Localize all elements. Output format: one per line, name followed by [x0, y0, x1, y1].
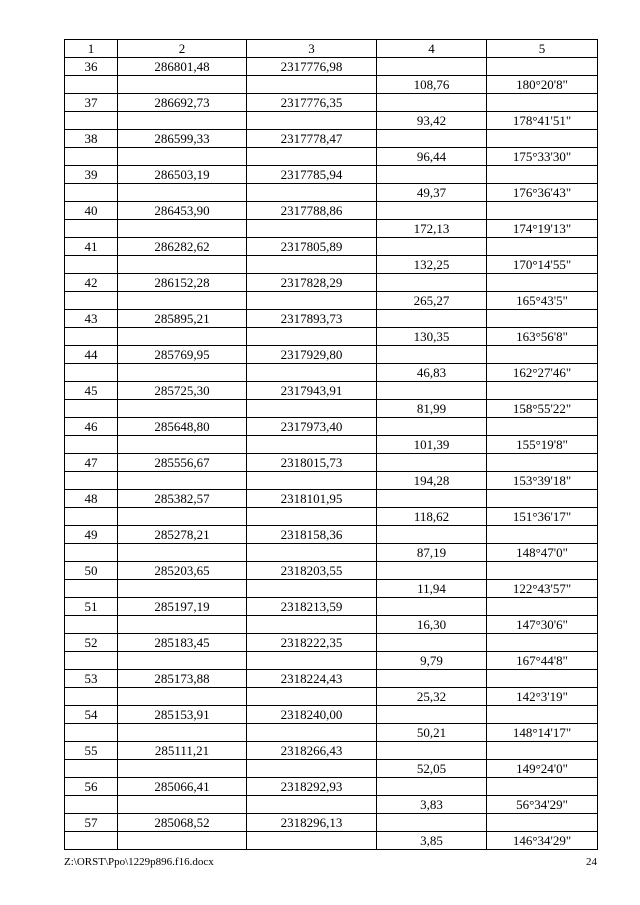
y-coordinate-cell — [247, 652, 377, 670]
angle-cell — [487, 94, 598, 112]
point-number-cell: 51 — [65, 598, 118, 616]
y-coordinate-cell: 2317973,40 — [247, 418, 377, 436]
y-coordinate-cell: 2318240,00 — [247, 706, 377, 724]
angle-cell: 56°34'29" — [487, 796, 598, 814]
y-coordinate-cell — [247, 796, 377, 814]
point-number-cell — [65, 652, 118, 670]
distance-cell — [377, 346, 487, 364]
y-coordinate-cell: 2318292,93 — [247, 778, 377, 796]
angle-cell: 147°30'6" — [487, 616, 598, 634]
table-row — [65, 202, 598, 220]
distance-cell: 9,79 — [377, 652, 487, 670]
distance-cell — [377, 418, 487, 436]
x-coordinate-cell: 286152,28 — [118, 274, 247, 292]
y-coordinate-cell — [247, 544, 377, 562]
table-row — [65, 418, 598, 436]
point-number-cell — [65, 400, 118, 418]
angle-cell — [487, 742, 598, 760]
distance-cell: 265,27 — [377, 292, 487, 310]
x-coordinate-cell: 285197,19 — [118, 598, 247, 616]
y-coordinate-cell — [247, 688, 377, 706]
y-coordinate-cell: 2318203,55 — [247, 562, 377, 580]
table-row — [65, 382, 598, 400]
x-coordinate-cell: 285203,65 — [118, 562, 247, 580]
x-coordinate-cell: 285769,95 — [118, 346, 247, 364]
point-number-cell: 38 — [65, 130, 118, 148]
y-coordinate-cell — [247, 364, 377, 382]
table-row — [65, 760, 598, 778]
x-coordinate-cell — [118, 148, 247, 166]
angle-cell: 167°44'8" — [487, 652, 598, 670]
point-number-cell: 49 — [65, 526, 118, 544]
y-coordinate-cell — [247, 220, 377, 238]
point-number-cell: 48 — [65, 490, 118, 508]
point-number-cell: 39 — [65, 166, 118, 184]
x-coordinate-cell — [118, 616, 247, 634]
angle-cell: 162°27'46" — [487, 364, 598, 382]
angle-cell — [487, 598, 598, 616]
x-coordinate-cell — [118, 796, 247, 814]
table-row — [65, 436, 598, 454]
point-number-cell — [65, 580, 118, 598]
table-row — [65, 58, 598, 76]
distance-cell: 49,37 — [377, 184, 487, 202]
x-coordinate-cell: 286801,48 — [118, 58, 247, 76]
table-row — [65, 130, 598, 148]
angle-cell: 165°43'5" — [487, 292, 598, 310]
table-row — [65, 652, 598, 670]
angle-cell: 151°36'17" — [487, 508, 598, 526]
table-row — [65, 328, 598, 346]
point-number-cell: 56 — [65, 778, 118, 796]
distance-cell: 3,85 — [377, 832, 487, 850]
y-coordinate-cell — [247, 472, 377, 490]
table-row — [65, 526, 598, 544]
y-coordinate-cell — [247, 580, 377, 598]
point-number-cell: 50 — [65, 562, 118, 580]
distance-cell — [377, 814, 487, 832]
table-row — [65, 292, 598, 310]
point-number-cell: 42 — [65, 274, 118, 292]
x-coordinate-cell — [118, 508, 247, 526]
x-coordinate-cell — [118, 292, 247, 310]
point-number-cell: 40 — [65, 202, 118, 220]
distance-cell: 101,39 — [377, 436, 487, 454]
distance-cell — [377, 706, 487, 724]
y-coordinate-cell — [247, 328, 377, 346]
distance-cell — [377, 94, 487, 112]
y-coordinate-cell: 2317893,73 — [247, 310, 377, 328]
distance-cell — [377, 598, 487, 616]
y-coordinate-cell — [247, 760, 377, 778]
angle-cell: 175°33'30" — [487, 148, 598, 166]
point-number-cell — [65, 472, 118, 490]
distance-cell: 11,94 — [377, 580, 487, 598]
y-coordinate-cell: 2318213,59 — [247, 598, 377, 616]
point-number-cell: 57 — [65, 814, 118, 832]
table-row — [65, 472, 598, 490]
table-row — [65, 274, 598, 292]
distance-cell — [377, 454, 487, 472]
distance-cell: 87,19 — [377, 544, 487, 562]
distance-cell: 132,25 — [377, 256, 487, 274]
x-coordinate-cell: 285173,88 — [118, 670, 247, 688]
table-row — [65, 76, 598, 94]
y-coordinate-cell: 2317776,98 — [247, 58, 377, 76]
point-number-cell: 36 — [65, 58, 118, 76]
y-coordinate-cell: 2318015,73 — [247, 454, 377, 472]
angle-cell — [487, 706, 598, 724]
angle-cell: 176°36'43" — [487, 184, 598, 202]
table-row — [65, 778, 598, 796]
angle-cell: 146°34'29" — [487, 832, 598, 850]
x-coordinate-cell — [118, 76, 247, 94]
table-row — [65, 310, 598, 328]
x-coordinate-cell — [118, 112, 247, 130]
y-coordinate-cell: 2317778,47 — [247, 130, 377, 148]
distance-cell — [377, 238, 487, 256]
table-row — [65, 364, 598, 382]
point-number-cell: 52 — [65, 634, 118, 652]
table-row — [65, 238, 598, 256]
angle-cell — [487, 202, 598, 220]
x-coordinate-cell — [118, 400, 247, 418]
y-coordinate-cell — [247, 436, 377, 454]
point-number-cell — [65, 832, 118, 850]
y-coordinate-cell: 2318158,36 — [247, 526, 377, 544]
x-coordinate-cell: 286503,19 — [118, 166, 247, 184]
table-row — [65, 598, 598, 616]
y-coordinate-cell: 2317943,91 — [247, 382, 377, 400]
angle-cell: 158°55'22" — [487, 400, 598, 418]
distance-cell: 118,62 — [377, 508, 487, 526]
angle-cell: 153°39'18" — [487, 472, 598, 490]
point-number-cell: 47 — [65, 454, 118, 472]
x-coordinate-cell: 285111,21 — [118, 742, 247, 760]
table-row — [65, 670, 598, 688]
table-row — [65, 166, 598, 184]
angle-cell — [487, 238, 598, 256]
point-number-cell — [65, 112, 118, 130]
distance-cell: 16,30 — [377, 616, 487, 634]
y-coordinate-cell — [247, 292, 377, 310]
table-row — [65, 706, 598, 724]
x-coordinate-cell: 285068,52 — [118, 814, 247, 832]
point-number-cell — [65, 148, 118, 166]
y-coordinate-cell: 2317788,86 — [247, 202, 377, 220]
y-coordinate-cell — [247, 112, 377, 130]
x-coordinate-cell — [118, 688, 247, 706]
x-coordinate-cell — [118, 724, 247, 742]
point-number-cell: 55 — [65, 742, 118, 760]
y-coordinate-cell: 2318222,35 — [247, 634, 377, 652]
x-coordinate-cell — [118, 436, 247, 454]
x-coordinate-cell: 285648,80 — [118, 418, 247, 436]
x-coordinate-cell: 286282,62 — [118, 238, 247, 256]
x-coordinate-cell — [118, 472, 247, 490]
distance-cell: 172,13 — [377, 220, 487, 238]
x-coordinate-cell — [118, 328, 247, 346]
y-coordinate-cell: 2317785,94 — [247, 166, 377, 184]
angle-cell: 163°56'8" — [487, 328, 598, 346]
angle-cell — [487, 634, 598, 652]
distance-cell — [377, 310, 487, 328]
angle-cell — [487, 778, 598, 796]
angle-cell — [487, 166, 598, 184]
table-row — [65, 742, 598, 760]
distance-cell: 93,42 — [377, 112, 487, 130]
table-row — [65, 724, 598, 742]
distance-cell: 81,99 — [377, 400, 487, 418]
x-coordinate-cell — [118, 760, 247, 778]
distance-cell — [377, 670, 487, 688]
y-coordinate-cell: 2317776,35 — [247, 94, 377, 112]
header-col-2: 2 — [118, 40, 247, 58]
angle-cell: 148°47'0" — [487, 544, 598, 562]
y-coordinate-cell: 2317929,80 — [247, 346, 377, 364]
angle-cell — [487, 526, 598, 544]
distance-cell — [377, 526, 487, 544]
distance-cell: 96,44 — [377, 148, 487, 166]
y-coordinate-cell — [247, 184, 377, 202]
point-number-cell — [65, 760, 118, 778]
point-number-cell — [65, 184, 118, 202]
distance-cell: 194,28 — [377, 472, 487, 490]
x-coordinate-cell: 286453,90 — [118, 202, 247, 220]
table-row — [65, 814, 598, 832]
angle-cell — [487, 490, 598, 508]
distance-cell: 46,83 — [377, 364, 487, 382]
angle-cell: 155°19'8" — [487, 436, 598, 454]
angle-cell: 148°14'17" — [487, 724, 598, 742]
table-row — [65, 796, 598, 814]
distance-cell — [377, 274, 487, 292]
point-number-cell — [65, 76, 118, 94]
angle-cell — [487, 670, 598, 688]
angle-cell — [487, 310, 598, 328]
distance-cell — [377, 130, 487, 148]
x-coordinate-cell: 285066,41 — [118, 778, 247, 796]
table-row — [65, 580, 598, 598]
distance-cell — [377, 742, 487, 760]
table-row — [65, 454, 598, 472]
table-row — [65, 562, 598, 580]
angle-cell — [487, 382, 598, 400]
x-coordinate-cell — [118, 184, 247, 202]
x-coordinate-cell — [118, 652, 247, 670]
y-coordinate-cell — [247, 76, 377, 94]
footer-page-number: 24 — [586, 856, 597, 868]
point-number-cell — [65, 508, 118, 526]
header-col-5: 5 — [487, 40, 598, 58]
point-number-cell — [65, 292, 118, 310]
point-number-cell — [65, 544, 118, 562]
x-coordinate-cell: 285556,67 — [118, 454, 247, 472]
distance-cell — [377, 202, 487, 220]
angle-cell: 149°24'0" — [487, 760, 598, 778]
point-number-cell — [65, 688, 118, 706]
x-coordinate-cell: 285895,21 — [118, 310, 247, 328]
x-coordinate-cell — [118, 544, 247, 562]
header-col-4: 4 — [377, 40, 487, 58]
y-coordinate-cell — [247, 508, 377, 526]
y-coordinate-cell: 2318296,13 — [247, 814, 377, 832]
distance-cell — [377, 58, 487, 76]
distance-cell — [377, 382, 487, 400]
point-number-cell: 37 — [65, 94, 118, 112]
x-coordinate-cell — [118, 832, 247, 850]
y-coordinate-cell — [247, 148, 377, 166]
point-number-cell: 44 — [65, 346, 118, 364]
x-coordinate-cell: 285153,91 — [118, 706, 247, 724]
y-coordinate-cell: 2318101,95 — [247, 490, 377, 508]
point-number-cell: 54 — [65, 706, 118, 724]
table-row — [65, 220, 598, 238]
point-number-cell — [65, 436, 118, 454]
y-coordinate-cell — [247, 400, 377, 418]
point-number-cell: 45 — [65, 382, 118, 400]
distance-cell — [377, 778, 487, 796]
distance-cell — [377, 490, 487, 508]
angle-cell — [487, 346, 598, 364]
table-header — [65, 40, 598, 58]
distance-cell: 25,32 — [377, 688, 487, 706]
point-number-cell — [65, 724, 118, 742]
point-number-cell — [65, 616, 118, 634]
angle-cell — [487, 274, 598, 292]
x-coordinate-cell: 285382,57 — [118, 490, 247, 508]
x-coordinate-cell — [118, 256, 247, 274]
table-row — [65, 256, 598, 274]
angle-cell: 170°14'55" — [487, 256, 598, 274]
footer-file-path: Z:\ORST\Ppo\1229p896.f16.docx — [64, 856, 214, 868]
header-col-1: 1 — [65, 40, 118, 58]
x-coordinate-cell — [118, 580, 247, 598]
table-row — [65, 544, 598, 562]
point-number-cell: 53 — [65, 670, 118, 688]
angle-cell — [487, 562, 598, 580]
angle-cell: 122°43'57" — [487, 580, 598, 598]
angle-cell — [487, 58, 598, 76]
x-coordinate-cell: 286599,33 — [118, 130, 247, 148]
angle-cell — [487, 130, 598, 148]
distance-cell — [377, 562, 487, 580]
y-coordinate-cell — [247, 832, 377, 850]
angle-cell: 178°41'51" — [487, 112, 598, 130]
point-number-cell — [65, 256, 118, 274]
angle-cell — [487, 418, 598, 436]
point-number-cell: 46 — [65, 418, 118, 436]
table-row — [65, 184, 598, 202]
table-body — [65, 58, 598, 850]
table-row — [65, 148, 598, 166]
x-coordinate-cell: 286692,73 — [118, 94, 247, 112]
table-row — [65, 346, 598, 364]
angle-cell: 142°3'19" — [487, 688, 598, 706]
table-row — [65, 490, 598, 508]
point-number-cell — [65, 796, 118, 814]
survey-table — [64, 39, 598, 850]
point-number-cell — [65, 220, 118, 238]
distance-cell: 3,83 — [377, 796, 487, 814]
table-row — [65, 508, 598, 526]
point-number-cell: 41 — [65, 238, 118, 256]
x-coordinate-cell — [118, 364, 247, 382]
distance-cell: 108,76 — [377, 76, 487, 94]
angle-cell: 180°20'8" — [487, 76, 598, 94]
distance-cell — [377, 166, 487, 184]
table-row — [65, 94, 598, 112]
table-row — [65, 400, 598, 418]
angle-cell: 174°19'13" — [487, 220, 598, 238]
distance-cell: 130,35 — [377, 328, 487, 346]
y-coordinate-cell: 2317828,29 — [247, 274, 377, 292]
point-number-cell: 43 — [65, 310, 118, 328]
point-number-cell — [65, 364, 118, 382]
table-row — [65, 634, 598, 652]
y-coordinate-cell — [247, 256, 377, 274]
x-coordinate-cell: 285278,21 — [118, 526, 247, 544]
angle-cell — [487, 814, 598, 832]
x-coordinate-cell: 285183,45 — [118, 634, 247, 652]
x-coordinate-cell — [118, 220, 247, 238]
point-number-cell — [65, 328, 118, 346]
header-col-3: 3 — [247, 40, 377, 58]
table-row — [65, 688, 598, 706]
table-row — [65, 832, 598, 850]
y-coordinate-cell — [247, 724, 377, 742]
y-coordinate-cell: 2318266,43 — [247, 742, 377, 760]
y-coordinate-cell — [247, 616, 377, 634]
header-row — [65, 40, 598, 58]
x-coordinate-cell: 285725,30 — [118, 382, 247, 400]
distance-cell: 50,21 — [377, 724, 487, 742]
angle-cell — [487, 454, 598, 472]
table-row — [65, 112, 598, 130]
distance-cell: 52,05 — [377, 760, 487, 778]
y-coordinate-cell: 2318224,43 — [247, 670, 377, 688]
table-row — [65, 616, 598, 634]
distance-cell — [377, 634, 487, 652]
y-coordinate-cell: 2317805,89 — [247, 238, 377, 256]
